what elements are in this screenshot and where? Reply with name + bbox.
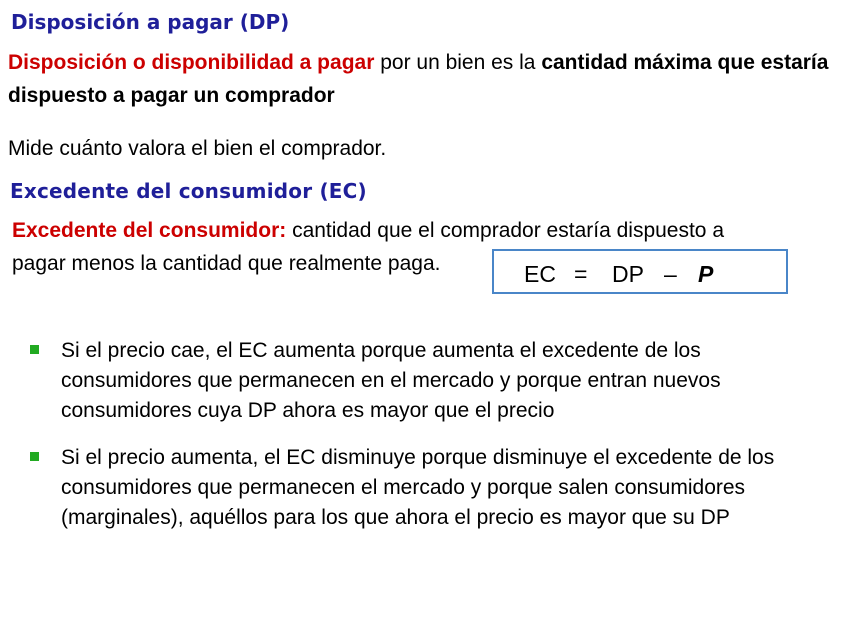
ec-definition-line1: cantidad que el comprador estaría dispuesto a: [286, 219, 725, 242]
dp-note: Mide cuánto valora el bien el comprador.: [8, 137, 387, 160]
bullet-text: Si el precio cae, el EC aumenta porque aumenta el excedente de los consumidores que permanecen en el mercado y porque entran nuevos consumidores cuya DP ahora es mayor que el precio: [61, 339, 721, 422]
dp-definition-middle: por un bien es la: [374, 51, 542, 74]
dp-term: Disposición o disponibilidad a pagar: [8, 51, 375, 74]
section-title-ec: Excedente del consumidor (EC): [10, 179, 367, 203]
formula-dp: DP: [612, 261, 644, 287]
dp-definition: [8, 46, 843, 112]
bullet-price-rises: [30, 443, 810, 533]
bullet-list: [30, 336, 810, 550]
ec-term: Excedente del consumidor:: [12, 219, 287, 242]
square-bullet-icon: [30, 345, 39, 354]
ec-formula-box: [492, 249, 788, 294]
section-title-dp: Disposición a pagar (DP): [11, 10, 290, 34]
dp-definition-emphasis: cantidad máxima que estaría dispuesto a pagar un comprador: [8, 51, 829, 107]
formula-minus: –: [664, 261, 677, 287]
bullet-price-falls: [30, 336, 810, 426]
ec-definition-line2: pagar menos la cantidad que realmente paga.: [12, 252, 441, 275]
formula-equals: =: [574, 261, 588, 287]
square-bullet-icon: [30, 452, 39, 461]
formula-price: P: [698, 261, 714, 287]
bullet-text: Si el precio aumenta, el EC disminuye porque disminuye el excedente de los consumidores que permanecen el mercado y porque salen consumidores (marginales), aquéllos para los que ahora el precio es mayor que su DP: [61, 446, 775, 529]
formula-ec: EC: [524, 261, 556, 287]
